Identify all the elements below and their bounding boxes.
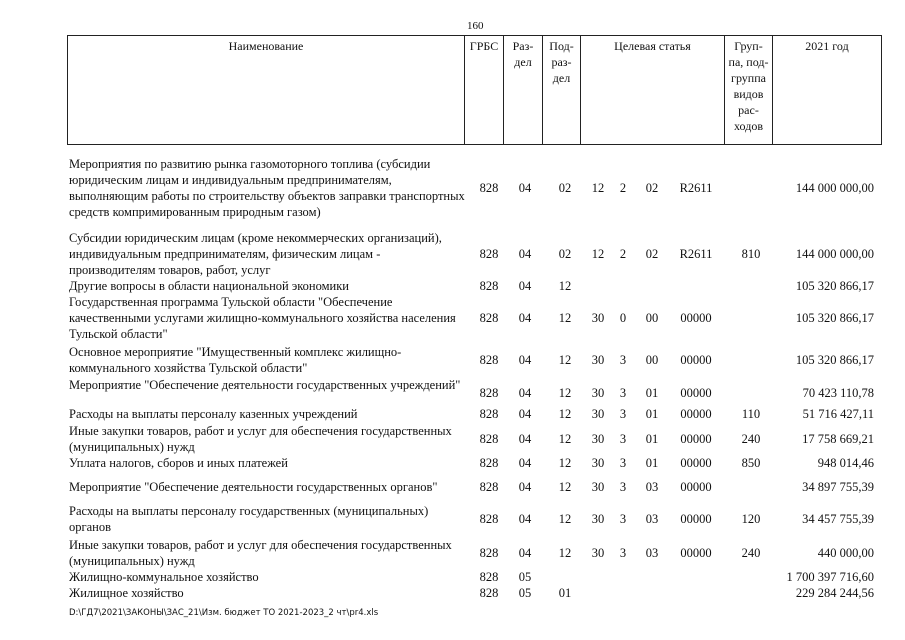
row-group: 120: [741, 512, 761, 526]
row-cs3: 01: [645, 407, 659, 421]
row-cs3: 03: [645, 480, 659, 494]
row-grbs: 828: [479, 311, 499, 325]
row-name: Государственная программа Тульской области "Обеспечение качественными услугами жилищно-коммунального хозяйства населения Тульской области": [69, 295, 456, 341]
row-cs1: 30: [591, 386, 605, 400]
row-cs2: 3: [619, 353, 627, 367]
row-group: 240: [741, 546, 761, 560]
row-cs2: 3: [619, 456, 627, 470]
row-name: Мероприятие "Обеспечение деятельности государственных учреждений": [69, 378, 461, 392]
table-row: [0, 585, 905, 601]
row-grbs: 828: [479, 247, 499, 261]
row-amount: 70 423 110,78: [802, 386, 874, 400]
row-group: 850: [741, 456, 761, 470]
row-amount: 51 716 427,11: [802, 407, 874, 421]
table-header: [67, 35, 882, 145]
row-amount: 105 320 866,17: [795, 279, 874, 293]
row-grbs: 828: [479, 386, 499, 400]
row-grbs: 828: [479, 432, 499, 446]
row-cs1: 30: [591, 407, 605, 421]
row-podrazdel: 02: [558, 247, 572, 261]
header-target: Целевая статья: [581, 36, 725, 144]
row-cs4: 00000: [680, 546, 712, 560]
row-cs4: R2611: [679, 181, 713, 195]
header-podrazdel: Под- раз- дел: [543, 36, 581, 144]
row-podrazdel: 12: [558, 512, 572, 526]
row-cs1: 12: [591, 181, 605, 195]
row-podrazdel: 02: [558, 181, 572, 195]
footer-file-path: D:\ГД7\2021\ЗАКОНЫ\ЗАС_21\Изм. бюджет ТО 2021-2023_2 чт\pr4.xls: [69, 608, 379, 618]
row-cs1: 30: [591, 353, 605, 367]
row-cs1: 30: [591, 311, 605, 325]
row-amount: 105 320 866,17: [795, 311, 874, 325]
row-group: 810: [741, 247, 761, 261]
row-cs3: 00: [645, 311, 659, 325]
row-razdel: 05: [518, 586, 532, 600]
row-cs3: 03: [645, 546, 659, 560]
row-razdel: 04: [518, 456, 532, 470]
row-razdel: 04: [518, 279, 532, 293]
row-group: 110: [741, 407, 761, 421]
row-podrazdel: 12: [558, 386, 572, 400]
row-cs4: 00000: [680, 407, 712, 421]
row-cs1: 30: [591, 456, 605, 470]
table-row: [0, 156, 905, 220]
row-podrazdel: 12: [558, 456, 572, 470]
table-row: [0, 294, 905, 342]
row-cs3: 03: [645, 512, 659, 526]
row-cs4: 00000: [680, 311, 712, 325]
header-grbs: ГРБС: [465, 36, 504, 144]
row-cs4: 00000: [680, 512, 712, 526]
row-name: Субсидии юридическим лицам (кроме некоммерческих организаций), индивидуальным предпринимателям, физическим лицам - производителям товаров, работ, услуг: [69, 231, 442, 277]
row-cs4: R2611: [679, 247, 713, 261]
row-name: Основное мероприятие "Имущественный комплекс жилищно-коммунального хозяйства Тульской области": [69, 345, 402, 375]
table-row: [0, 569, 905, 585]
row-cs2: 2: [619, 181, 627, 195]
row-cs2: 0: [619, 311, 627, 325]
table-row: [0, 278, 905, 294]
row-cs1: 30: [591, 480, 605, 494]
row-grbs: 828: [479, 407, 499, 421]
row-cs2: 3: [619, 546, 627, 560]
row-grbs: 828: [479, 181, 499, 195]
row-name: Жилищное хозяйство: [69, 586, 184, 600]
row-grbs: 828: [479, 586, 499, 600]
row-name: Иные закупки товаров, работ и услуг для обеспечения государственных (муниципальных) нужд: [69, 424, 452, 454]
table-row: [0, 479, 905, 495]
row-grbs: 828: [479, 512, 499, 526]
row-podrazdel: 12: [558, 407, 572, 421]
row-amount: 948 014,46: [817, 456, 874, 470]
row-name: Мероприятия по развитию рынка газомоторного топлива (субсидии юридическим лицам и индивидуальным предпринимателям, выполняющим работы по строительству объектов заправки транспортных средств компримированным природным газом): [69, 157, 465, 219]
row-podrazdel: 12: [558, 279, 572, 293]
row-cs2: 3: [619, 407, 627, 421]
row-razdel: 04: [518, 512, 532, 526]
row-cs3: 02: [645, 247, 659, 261]
table-row: [0, 344, 905, 376]
row-cs3: 01: [645, 386, 659, 400]
row-cs4: 00000: [680, 480, 712, 494]
row-cs2: 2: [619, 247, 627, 261]
row-cs4: 00000: [680, 353, 712, 367]
row-name: Расходы на выплаты персоналу государственных (муниципальных) органов: [69, 504, 429, 534]
row-amount: 34 897 755,39: [802, 480, 874, 494]
table-row: [0, 230, 905, 278]
row-podrazdel: 12: [558, 480, 572, 494]
row-razdel: 04: [518, 353, 532, 367]
row-cs2: 3: [619, 386, 627, 400]
row-grbs: 828: [479, 456, 499, 470]
row-amount: 229 284 244,56: [795, 586, 874, 600]
table-row: [0, 503, 905, 535]
row-amount: 105 320 866,17: [795, 353, 874, 367]
row-amount: 440 000,00: [817, 546, 874, 560]
row-amount: 1 700 397 716,60: [786, 570, 874, 584]
row-name: Жилищно-коммунальное хозяйство: [69, 570, 259, 584]
row-name: Мероприятие "Обеспечение деятельности государственных органов": [69, 480, 438, 494]
row-cs1: 12: [591, 247, 605, 261]
row-razdel: 04: [518, 386, 532, 400]
row-amount: 144 000 000,00: [795, 181, 874, 195]
table-row: [0, 377, 905, 409]
row-podrazdel: 12: [558, 432, 572, 446]
row-grbs: 828: [479, 570, 499, 584]
row-podrazdel: 12: [558, 311, 572, 325]
row-razdel: 04: [518, 546, 532, 560]
row-amount: 17 758 669,21: [802, 432, 874, 446]
table-row: [0, 537, 905, 569]
row-grbs: 828: [479, 546, 499, 560]
row-name: Расходы на выплаты персоналу казенных учреждений: [69, 407, 358, 421]
row-cs1: 30: [591, 546, 605, 560]
row-cs4: 00000: [680, 432, 712, 446]
row-cs1: 30: [591, 432, 605, 446]
row-razdel: 04: [518, 480, 532, 494]
row-razdel: 04: [518, 247, 532, 261]
row-grbs: 828: [479, 353, 499, 367]
row-cs2: 3: [619, 480, 627, 494]
table-row: [0, 406, 905, 422]
row-cs2: 3: [619, 512, 627, 526]
table-row: [0, 455, 905, 471]
row-cs3: 02: [645, 181, 659, 195]
row-cs4: 00000: [680, 456, 712, 470]
row-amount: 144 000 000,00: [795, 247, 874, 261]
row-podrazdel: 01: [558, 586, 572, 600]
row-grbs: 828: [479, 279, 499, 293]
row-razdel: 04: [518, 181, 532, 195]
row-razdel: 04: [518, 432, 532, 446]
row-name: Уплата налогов, сборов и иных платежей: [69, 456, 288, 470]
row-cs4: 00000: [680, 386, 712, 400]
page-number: 160: [467, 20, 484, 32]
header-razdel: Раз- дел: [504, 36, 543, 144]
header-group: Груп- па, под- группа видов рас- ходов: [725, 36, 773, 144]
row-razdel: 04: [518, 311, 532, 325]
row-cs3: 01: [645, 456, 659, 470]
header-year: 2021 год: [805, 39, 849, 53]
row-amount: 34 457 755,39: [802, 512, 874, 526]
row-group: 240: [741, 432, 761, 446]
row-podrazdel: 12: [558, 546, 572, 560]
row-cs1: 30: [591, 512, 605, 526]
row-razdel: 04: [518, 407, 532, 421]
row-podrazdel: 12: [558, 353, 572, 367]
row-cs3: 00: [645, 353, 659, 367]
header-name: Наименование: [68, 36, 465, 144]
row-cs3: 01: [645, 432, 659, 446]
row-razdel: 05: [518, 570, 532, 584]
row-name: Другие вопросы в области национальной экономики: [69, 279, 349, 293]
row-grbs: 828: [479, 480, 499, 494]
row-name: Иные закупки товаров, работ и услуг для обеспечения государственных (муниципальных) нужд: [69, 538, 452, 568]
row-cs2: 3: [619, 432, 627, 446]
table-row: [0, 423, 905, 455]
